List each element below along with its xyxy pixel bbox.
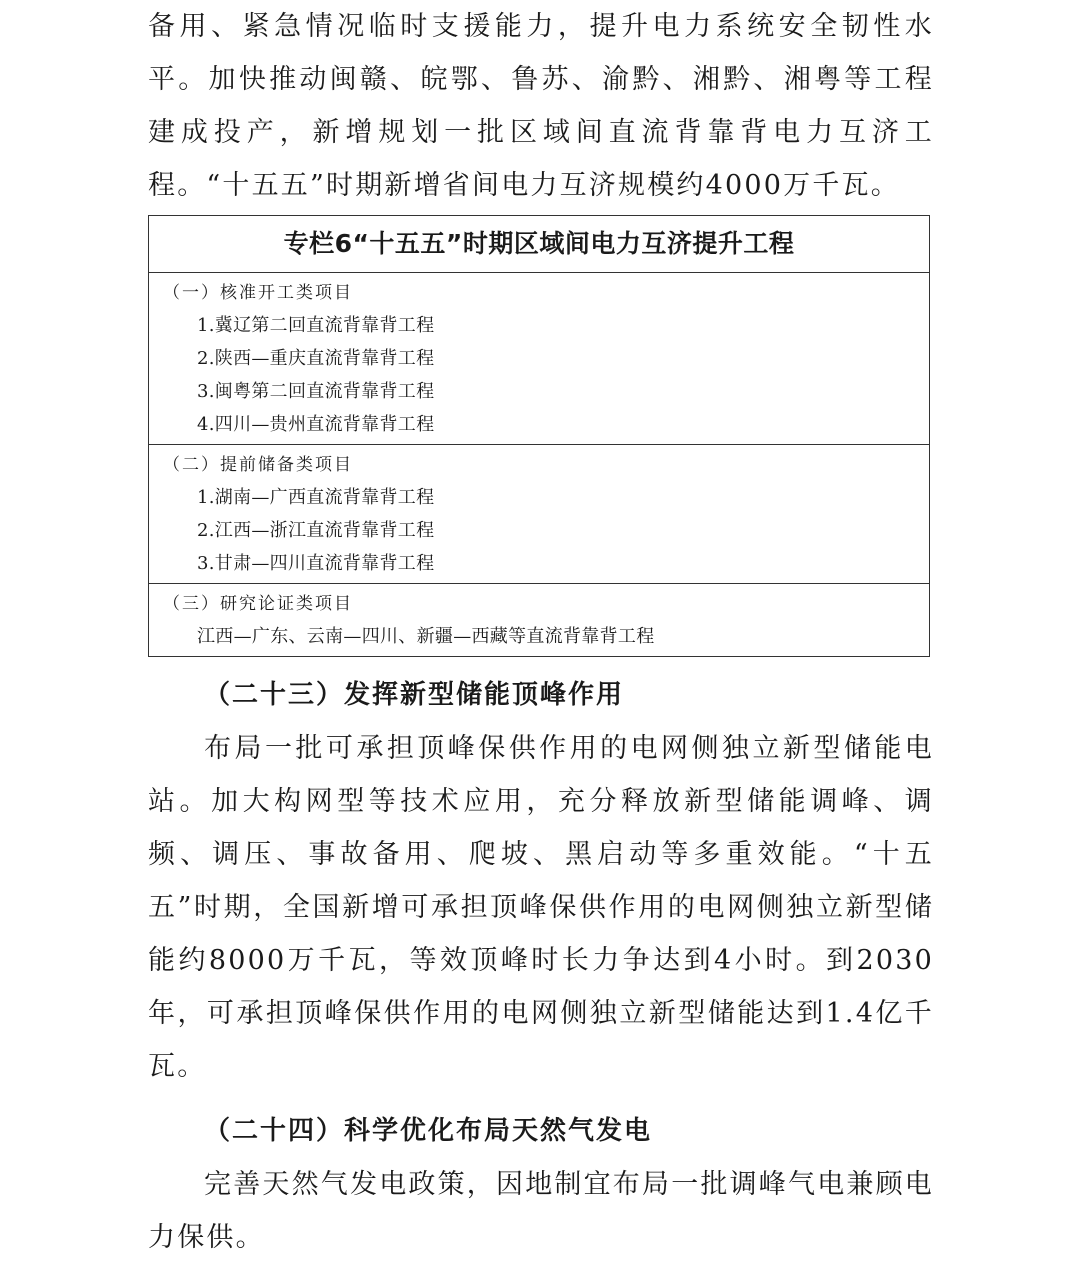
list-item: 2.陕西—重庆直流背靠背工程	[197, 348, 435, 369]
section-heading: （二）提前储备类项目	[163, 455, 353, 475]
box-title: 专栏6“十五五”时期区域间电力互济提升工程	[149, 216, 929, 273]
list-item: 2.江西—浙江直流背靠背工程	[197, 520, 435, 541]
list-item: 1.湖南—广西直流背靠背工程	[197, 487, 435, 508]
box-section-approved	[149, 273, 929, 445]
list-item: 1.冀辽第二回直流背靠背工程	[197, 315, 435, 336]
section-23-heading: （二十三）发挥新型储能顶峰作用	[204, 680, 625, 710]
section-23-paragraph: 布局一批可承担顶峰保供作用的电网侧独立新型储能电站。加大构网型等技术应用，充分释放新型储能调峰、调频、调压、事故备用、爬坡、黑启动等多重效能。“十五五”时期，全国新增可承担顶峰保供作用的电网侧独立新型储能约8000万千瓦，等效顶峰时长力争达到4小时。到2030年，可承担顶峰保供作用的电网侧独立新型储能达到1.4亿千瓦。	[148, 733, 934, 1082]
document-page	[148, 0, 934, 1264]
section-24-paragraph: 完善天然气发电政策，因地制宜布局一批调峰气电兼顾电力保供。	[148, 1169, 934, 1253]
list-item: 4.四川—贵州直流背靠背工程	[197, 414, 435, 435]
list-item: 江西—广东、云南—四川、新疆—西藏等直流背靠背工程	[197, 626, 655, 647]
box-section-research	[149, 584, 929, 656]
section-heading: （三）研究论证类项目	[163, 594, 353, 614]
section-24-heading: （二十四）科学优化布局天然气发电	[204, 1116, 653, 1146]
list-item: 3.闽粤第二回直流背靠背工程	[197, 381, 435, 402]
box-section-reserve	[149, 445, 929, 584]
section-heading: （一）核准开工类项目	[163, 283, 353, 303]
intro-paragraph: 备用、紧急情况临时支援能力，提升电力系统安全韧性水平。加快推动闽赣、皖鄂、鲁苏、渝黔、湘黔、湘粤等工程建成投产，新增规划一批区域间直流背靠背电力互济工程。“十五五”时期新增省间电力互济规模约4000万千瓦。	[148, 11, 934, 201]
list-item: 3.甘肃—四川直流背靠背工程	[197, 553, 435, 574]
column-box-6	[148, 215, 930, 657]
